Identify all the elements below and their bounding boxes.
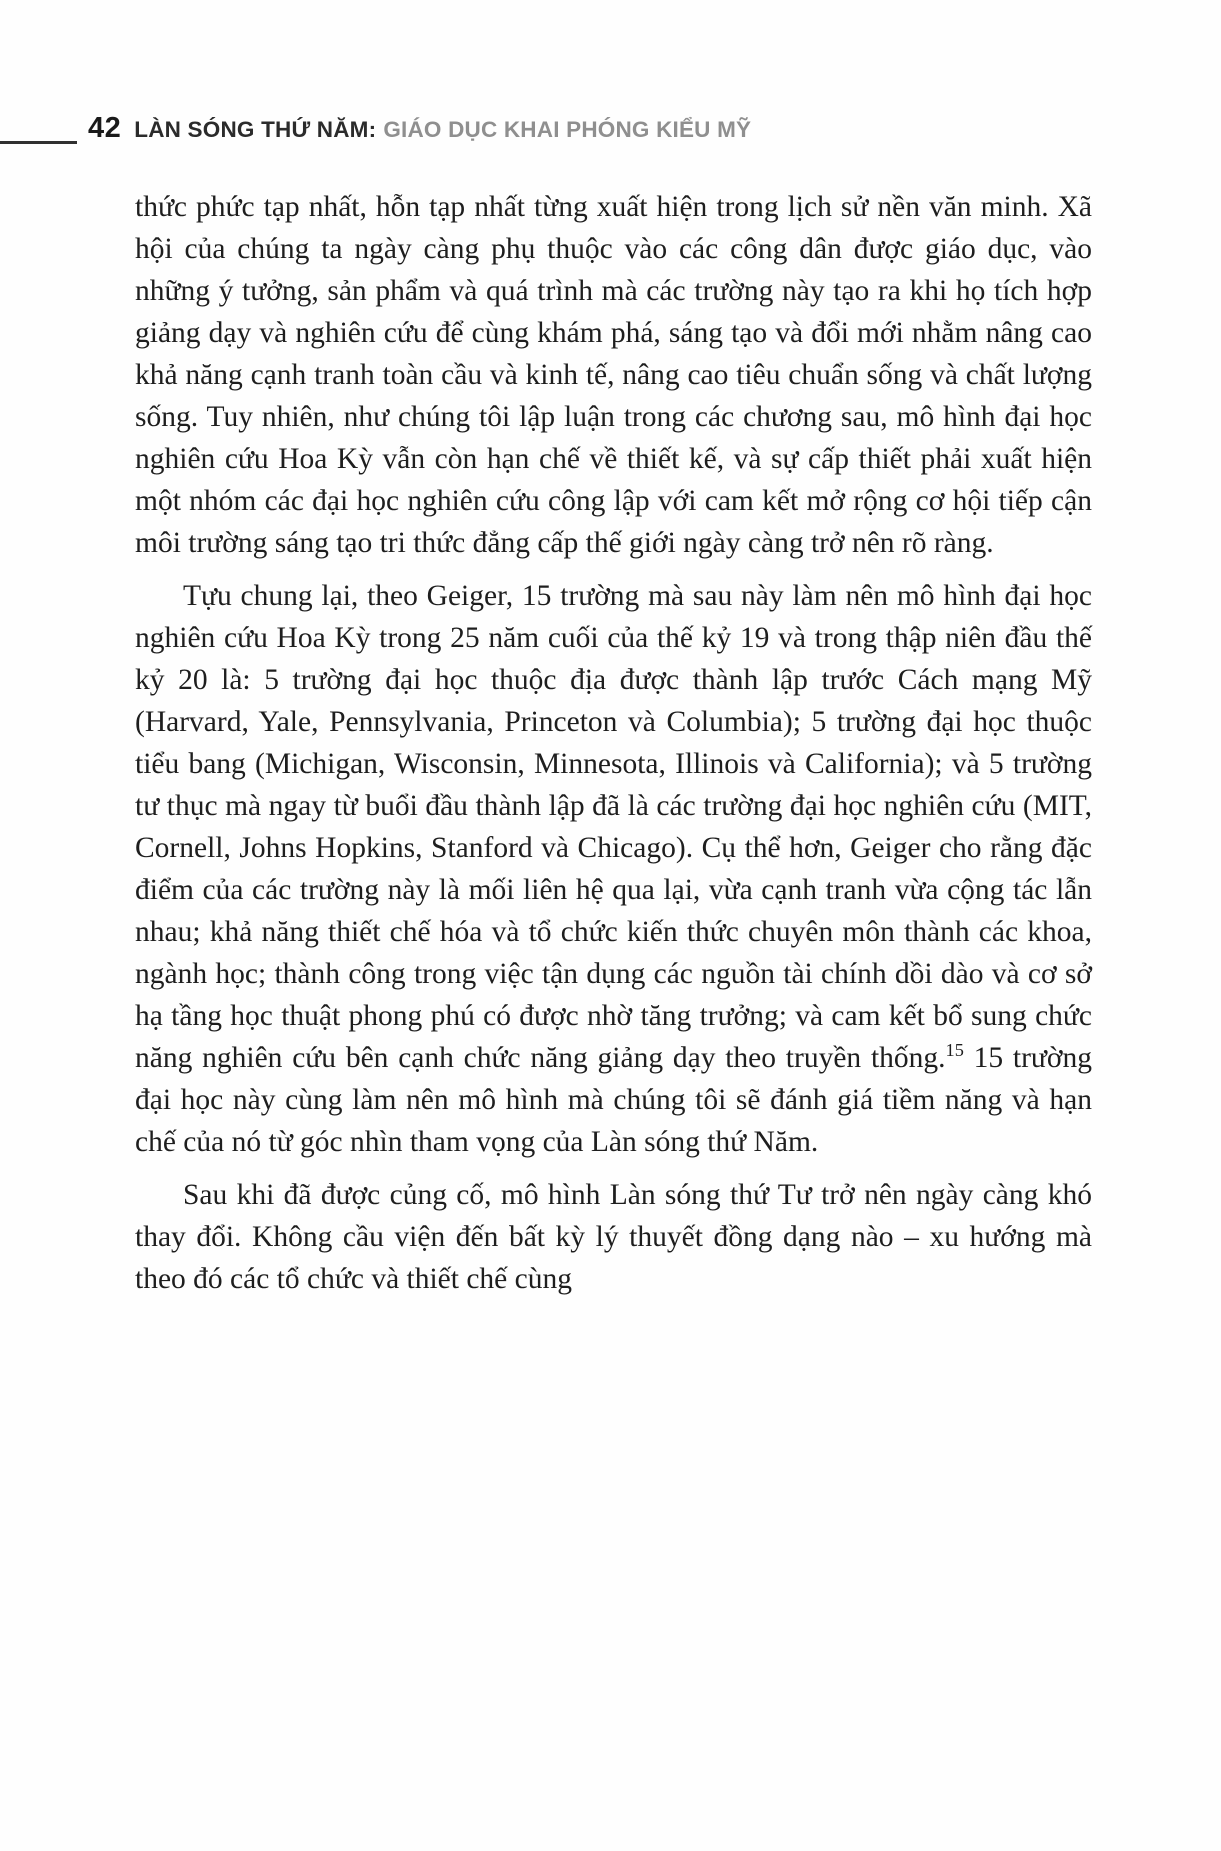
paragraph-2 bbox=[135, 575, 1092, 1163]
header-rule bbox=[0, 141, 77, 144]
running-title-main: LÀN SÓNG THỨ NĂM: bbox=[134, 117, 377, 142]
running-title-sub: GIÁO DỤC KHAI PHÓNG KIỂU MỸ bbox=[383, 117, 752, 142]
paragraph-1: thức phức tạp nhất, hỗn tạp nhất từng xuất hiện trong lịch sử nền văn minh. Xã hội của chúng ta ngày càng phụ thuộc vào các công dân được giáo dục, vào những ý tưởng, sản phẩm và quá trình mà các trường này tạo ra khi họ tích hợp giảng dạy và nghiên cứu để cùng khám phá, sáng tạo và đổi mới nhằm nâng cao khả năng cạnh tranh toàn cầu và kinh tế, nâng cao tiêu chuẩn sống và chất lượng sống. Tuy nhiên, như chúng tôi lập luận trong các chương sau, mô hình đại học nghiên cứu Hoa Kỳ vẫn còn hạn chế về thiết kế, và sự cấp thiết phải xuất hiện một nhóm các đại học nghiên cứu công lập với cam kết mở rộng cơ hội tiếp cận môi trường sáng tạo tri thức đẳng cấp thế giới ngày càng trở nên rõ ràng. bbox=[135, 191, 1092, 559]
paragraph-2-text: Tựu chung lại, theo Geiger, 15 trường mà sau này làm nên mô hình đại học nghiên cứu Hoa Kỳ trong 25 năm cuối của thế kỷ 19 và trong thập niên đầu thế kỷ 20 là: 5 trường đại học thuộc địa được thành lập trước Cách mạng Mỹ (Harvard, Yale, Pennsylvania, Princeton và Columbia); 5 trường đại học thuộc tiểu bang (Michigan, Wisconsin, Minnesota, Illinois và California); và 5 trường tư thục mà ngay từ buổi đầu thành lập đã là các trường đại học nghiên cứu (MIT, Cornell, Johns Hopkins, Stanford và Chicago). Cụ thể hơn, Geiger cho rằng đặc điểm của các trường này là mối liên hệ qua lại, vừa cạnh tranh vừa cộng tác lẫn nhau; khả năng thiết chế hóa và tổ chức kiến thức chuyên môn thành các khoa, ngành học; thành công trong việc tận dụng các nguồn tài chính dồi dào và cơ sở hạ tầng học thuật phong phú có được nhờ tăng trưởng; và cam kết bổ sung chức năng nghiên cứu bên cạnh chức năng giảng dạy theo truyền thống. bbox=[135, 580, 1092, 1074]
paragraph-3: Sau khi đã được củng cố, mô hình Làn sóng thứ Tư trở nên ngày càng khó thay đổi. Không cầu viện đến bất kỳ lý thuyết đồng dạng nào – xu hướng mà theo đó các tổ chức và thiết chế cùng bbox=[135, 1179, 1092, 1295]
running-title bbox=[134, 117, 751, 143]
page-header bbox=[88, 112, 751, 145]
paragraph-2-continued: 15 trường đại học này cùng làm nên mô hình mà chúng tôi sẽ đánh giá tiềm năng và hạn chế của nó từ góc nhìn tham vọng của Làn sóng thứ Năm. bbox=[135, 1042, 1093, 1158]
page-body bbox=[135, 186, 1092, 1300]
footnote-ref-15: 15 bbox=[945, 1040, 964, 1061]
page-number: 42 bbox=[88, 112, 122, 144]
